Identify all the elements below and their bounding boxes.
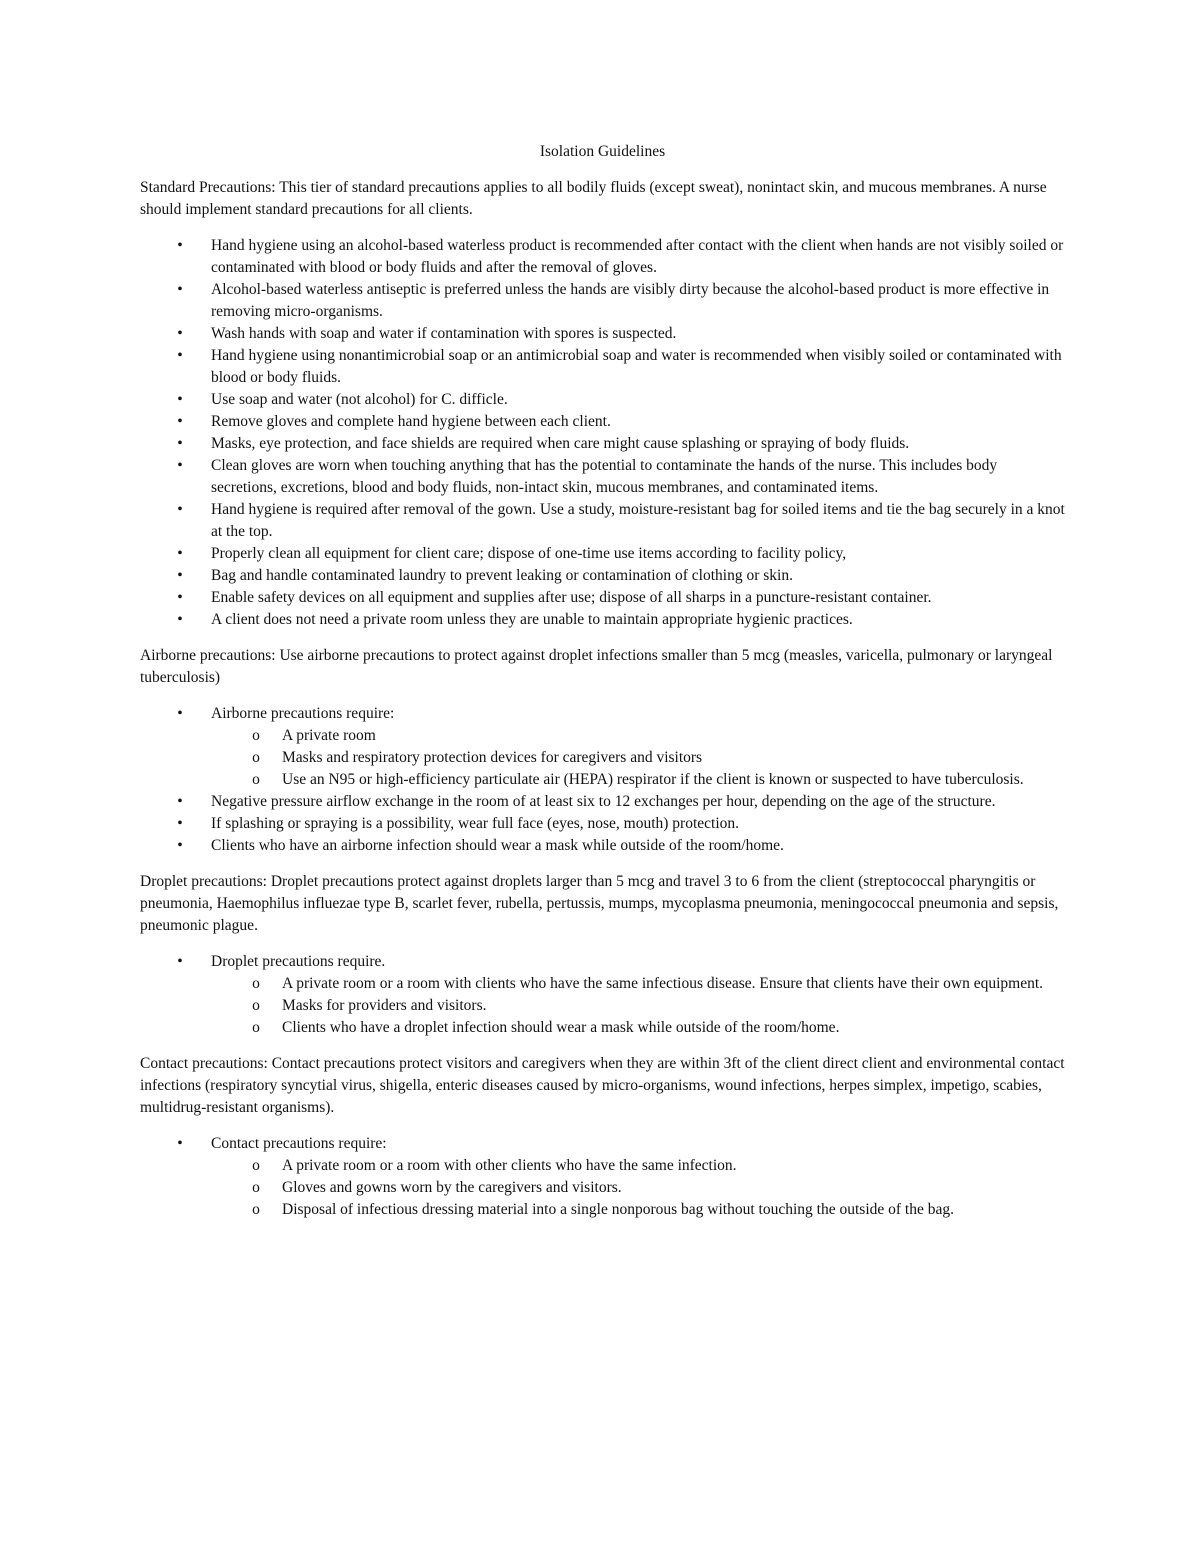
sub-list-item-text: Use an N95 or high-efficiency particulate air (HEPA) respirator if the client is known or suspected to have tuberculosis. bbox=[282, 771, 1024, 788]
sub-list-item bbox=[211, 1155, 1065, 1177]
list-item-text: Wash hands with soap and water if contamination with spores is suspected. bbox=[211, 325, 677, 342]
sub-list-item-text: Disposal of infectious dressing material into a single nonporous bag without touching the outside of the bag. bbox=[282, 1201, 954, 1218]
section-intro-contact: Contact precautions: Contact precautions protect visitors and caregivers when they are within 3ft of the client direct client and environmental contact infections (respiratory syncytial virus, shigella, enteric diseases caused by micro-organisms, wound infections, herpes simplex, impetigo, scabies, multidrug-resistant organisms). bbox=[140, 1055, 1065, 1116]
list-item bbox=[140, 565, 1065, 587]
circle-bullet-icon: o bbox=[252, 1019, 260, 1036]
list-item-text: Negative pressure airflow exchange in the room of at least six to 12 exchanges per hour, depending on the age of the structure. bbox=[211, 793, 996, 810]
circle-bullet-icon: o bbox=[252, 1157, 260, 1174]
list-item-text: Alcohol-based waterless antiseptic is preferred unless the hands are visibly dirty because the alcohol-based product is more effective in removing micro-organisms. bbox=[211, 281, 1050, 320]
list-item-text: Remove gloves and complete hand hygiene between each client. bbox=[211, 413, 611, 430]
list-item bbox=[140, 499, 1065, 543]
sub-list-item-text: A private room or a room with other clients who have the same infection. bbox=[282, 1157, 737, 1174]
bullet-icon: • bbox=[177, 237, 183, 254]
bullet-icon: • bbox=[177, 501, 183, 518]
bullet-icon: • bbox=[177, 325, 183, 342]
list-item-text: A client does not need a private room unless they are unable to maintain appropriate hygienic practices. bbox=[211, 611, 853, 628]
bullet-icon: • bbox=[177, 611, 183, 628]
sub-list-item bbox=[211, 973, 1065, 995]
sub-list bbox=[211, 1155, 1065, 1221]
sub-list-item-text: Clients who have a droplet infection should wear a mask while outside of the room/home. bbox=[282, 1019, 840, 1036]
bullet-icon: • bbox=[177, 567, 183, 584]
list-item bbox=[140, 951, 1065, 1039]
bullet-icon: • bbox=[177, 435, 183, 452]
sub-list-item bbox=[211, 747, 1065, 769]
section-intro-droplet: Droplet precautions: Droplet precautions protect against droplets larger than 5 mcg and travel 3 to 6 from the client (streptococcal pharyngitis or pneumonia, Haemophilus influezae type B, scarlet fever, rubella, pertussis, mumps, mycoplasma pneumonia, meningococcal pneumonia and sepsis, pneumonic plague. bbox=[140, 873, 1059, 934]
sub-list-item-text: Masks for providers and visitors. bbox=[282, 997, 487, 1014]
list-item bbox=[140, 279, 1065, 323]
bullet-list-standard bbox=[140, 235, 1065, 631]
bullet-icon: • bbox=[177, 545, 183, 562]
list-item-text: Bag and handle contaminated laundry to prevent leaking or contamination of clothing or skin. bbox=[211, 567, 793, 584]
document-page bbox=[140, 141, 1065, 1235]
sub-list-item bbox=[211, 725, 1065, 747]
document-body bbox=[140, 177, 1065, 1221]
sub-list-item-text: A private room or a room with clients who have the same infectious disease. Ensure that clients have their own equipment. bbox=[282, 975, 1044, 992]
bullet-icon: • bbox=[177, 793, 183, 810]
bullet-list-airborne bbox=[140, 703, 1065, 857]
bullet-icon: • bbox=[177, 953, 183, 970]
sub-list-item-text: Gloves and gowns worn by the caregivers and visitors. bbox=[282, 1179, 622, 1196]
list-item bbox=[140, 411, 1065, 433]
circle-bullet-icon: o bbox=[252, 727, 260, 744]
list-item-text: Hand hygiene using nonantimicrobial soap or an antimicrobial soap and water is recommended when visibly soiled or contaminated with blood or body fluids. bbox=[211, 347, 1062, 386]
circle-bullet-icon: o bbox=[252, 771, 260, 788]
circle-bullet-icon: o bbox=[252, 1179, 260, 1196]
list-item bbox=[140, 813, 1065, 835]
sub-list bbox=[211, 973, 1065, 1039]
list-item bbox=[140, 345, 1065, 389]
sub-list-item bbox=[211, 1177, 1065, 1199]
list-item-text: If splashing or spraying is a possibility, wear full face (eyes, nose, mouth) protection. bbox=[211, 815, 740, 832]
section-intro-standard: Standard Precautions: This tier of standard precautions applies to all bodily fluids (except sweat), nonintact skin, and mucous membranes. A nurse should implement standard precautions for all clients. bbox=[140, 179, 1047, 218]
list-item bbox=[140, 609, 1065, 631]
list-item-text: Properly clean all equipment for client care; dispose of one-time use items according to facility policy, bbox=[211, 545, 847, 562]
page-title: Isolation Guidelines bbox=[539, 143, 666, 160]
bullet-icon: • bbox=[177, 457, 183, 474]
sub-list-item-text: Masks and respiratory protection devices for caregivers and visitors bbox=[282, 749, 703, 766]
list-item bbox=[140, 587, 1065, 609]
list-item bbox=[140, 455, 1065, 499]
list-item bbox=[140, 543, 1065, 565]
list-item-text: Masks, eye protection, and face shields are required when care might cause splashing or spraying of body fluids. bbox=[211, 435, 910, 452]
bullet-icon: • bbox=[177, 391, 183, 408]
bullet-icon: • bbox=[177, 589, 183, 606]
bullet-list-droplet bbox=[140, 951, 1065, 1039]
sub-list bbox=[211, 725, 1065, 791]
list-item bbox=[140, 323, 1065, 345]
list-item bbox=[140, 703, 1065, 791]
sub-list-item bbox=[211, 769, 1065, 791]
list-item-text: Airborne precautions require: bbox=[211, 705, 395, 722]
bullet-icon: • bbox=[177, 1135, 183, 1152]
list-item bbox=[140, 389, 1065, 411]
circle-bullet-icon: o bbox=[252, 1201, 260, 1218]
bullet-icon: • bbox=[177, 413, 183, 430]
list-item-text: Clean gloves are worn when touching anything that has the potential to contaminate the hands of the nurse. This includes body secretions, excretions, blood and body fluids, non-intact skin, mucous membranes, and contaminated items. bbox=[211, 457, 998, 496]
list-item-text: Hand hygiene is required after removal of the gown. Use a study, moisture-resistant bag for soiled items and tie the bag securely in a knot at the top. bbox=[211, 501, 1065, 540]
list-item bbox=[140, 791, 1065, 813]
bullet-icon: • bbox=[177, 347, 183, 364]
circle-bullet-icon: o bbox=[252, 749, 260, 766]
circle-bullet-icon: o bbox=[252, 997, 260, 1014]
bullet-icon: • bbox=[177, 281, 183, 298]
list-item-text: Contact precautions require: bbox=[211, 1135, 387, 1152]
bullet-icon: • bbox=[177, 705, 183, 722]
circle-bullet-icon: o bbox=[252, 975, 260, 992]
sub-list-item bbox=[211, 1199, 1065, 1221]
sub-list-item-text: A private room bbox=[282, 727, 376, 744]
list-item-text: Enable safety devices on all equipment and supplies after use; dispose of all sharps in a puncture-resistant container. bbox=[211, 589, 932, 606]
list-item-text: Use soap and water (not alcohol) for C. difficle. bbox=[211, 391, 508, 408]
sub-list-item bbox=[211, 1017, 1065, 1039]
bullet-icon: • bbox=[177, 837, 183, 854]
list-item-text: Droplet precautions require. bbox=[211, 953, 386, 970]
list-item bbox=[140, 235, 1065, 279]
list-item bbox=[140, 835, 1065, 857]
list-item bbox=[140, 1133, 1065, 1221]
section-intro-airborne: Airborne precautions: Use airborne precautions to protect against droplet infections smaller than 5 mcg (measles, varicella, pulmonary or laryngeal tuberculosis) bbox=[140, 647, 1053, 686]
sub-list-item bbox=[211, 995, 1065, 1017]
list-item-text: Clients who have an airborne infection should wear a mask while outside of the room/home. bbox=[211, 837, 784, 854]
list-item bbox=[140, 433, 1065, 455]
list-item-text: Hand hygiene using an alcohol-based waterless product is recommended after contact with the client when hands are not visibly soiled or contaminated with blood or body fluids and after the removal of gloves. bbox=[211, 237, 1064, 276]
bullet-icon: • bbox=[177, 815, 183, 832]
bullet-list-contact bbox=[140, 1133, 1065, 1221]
